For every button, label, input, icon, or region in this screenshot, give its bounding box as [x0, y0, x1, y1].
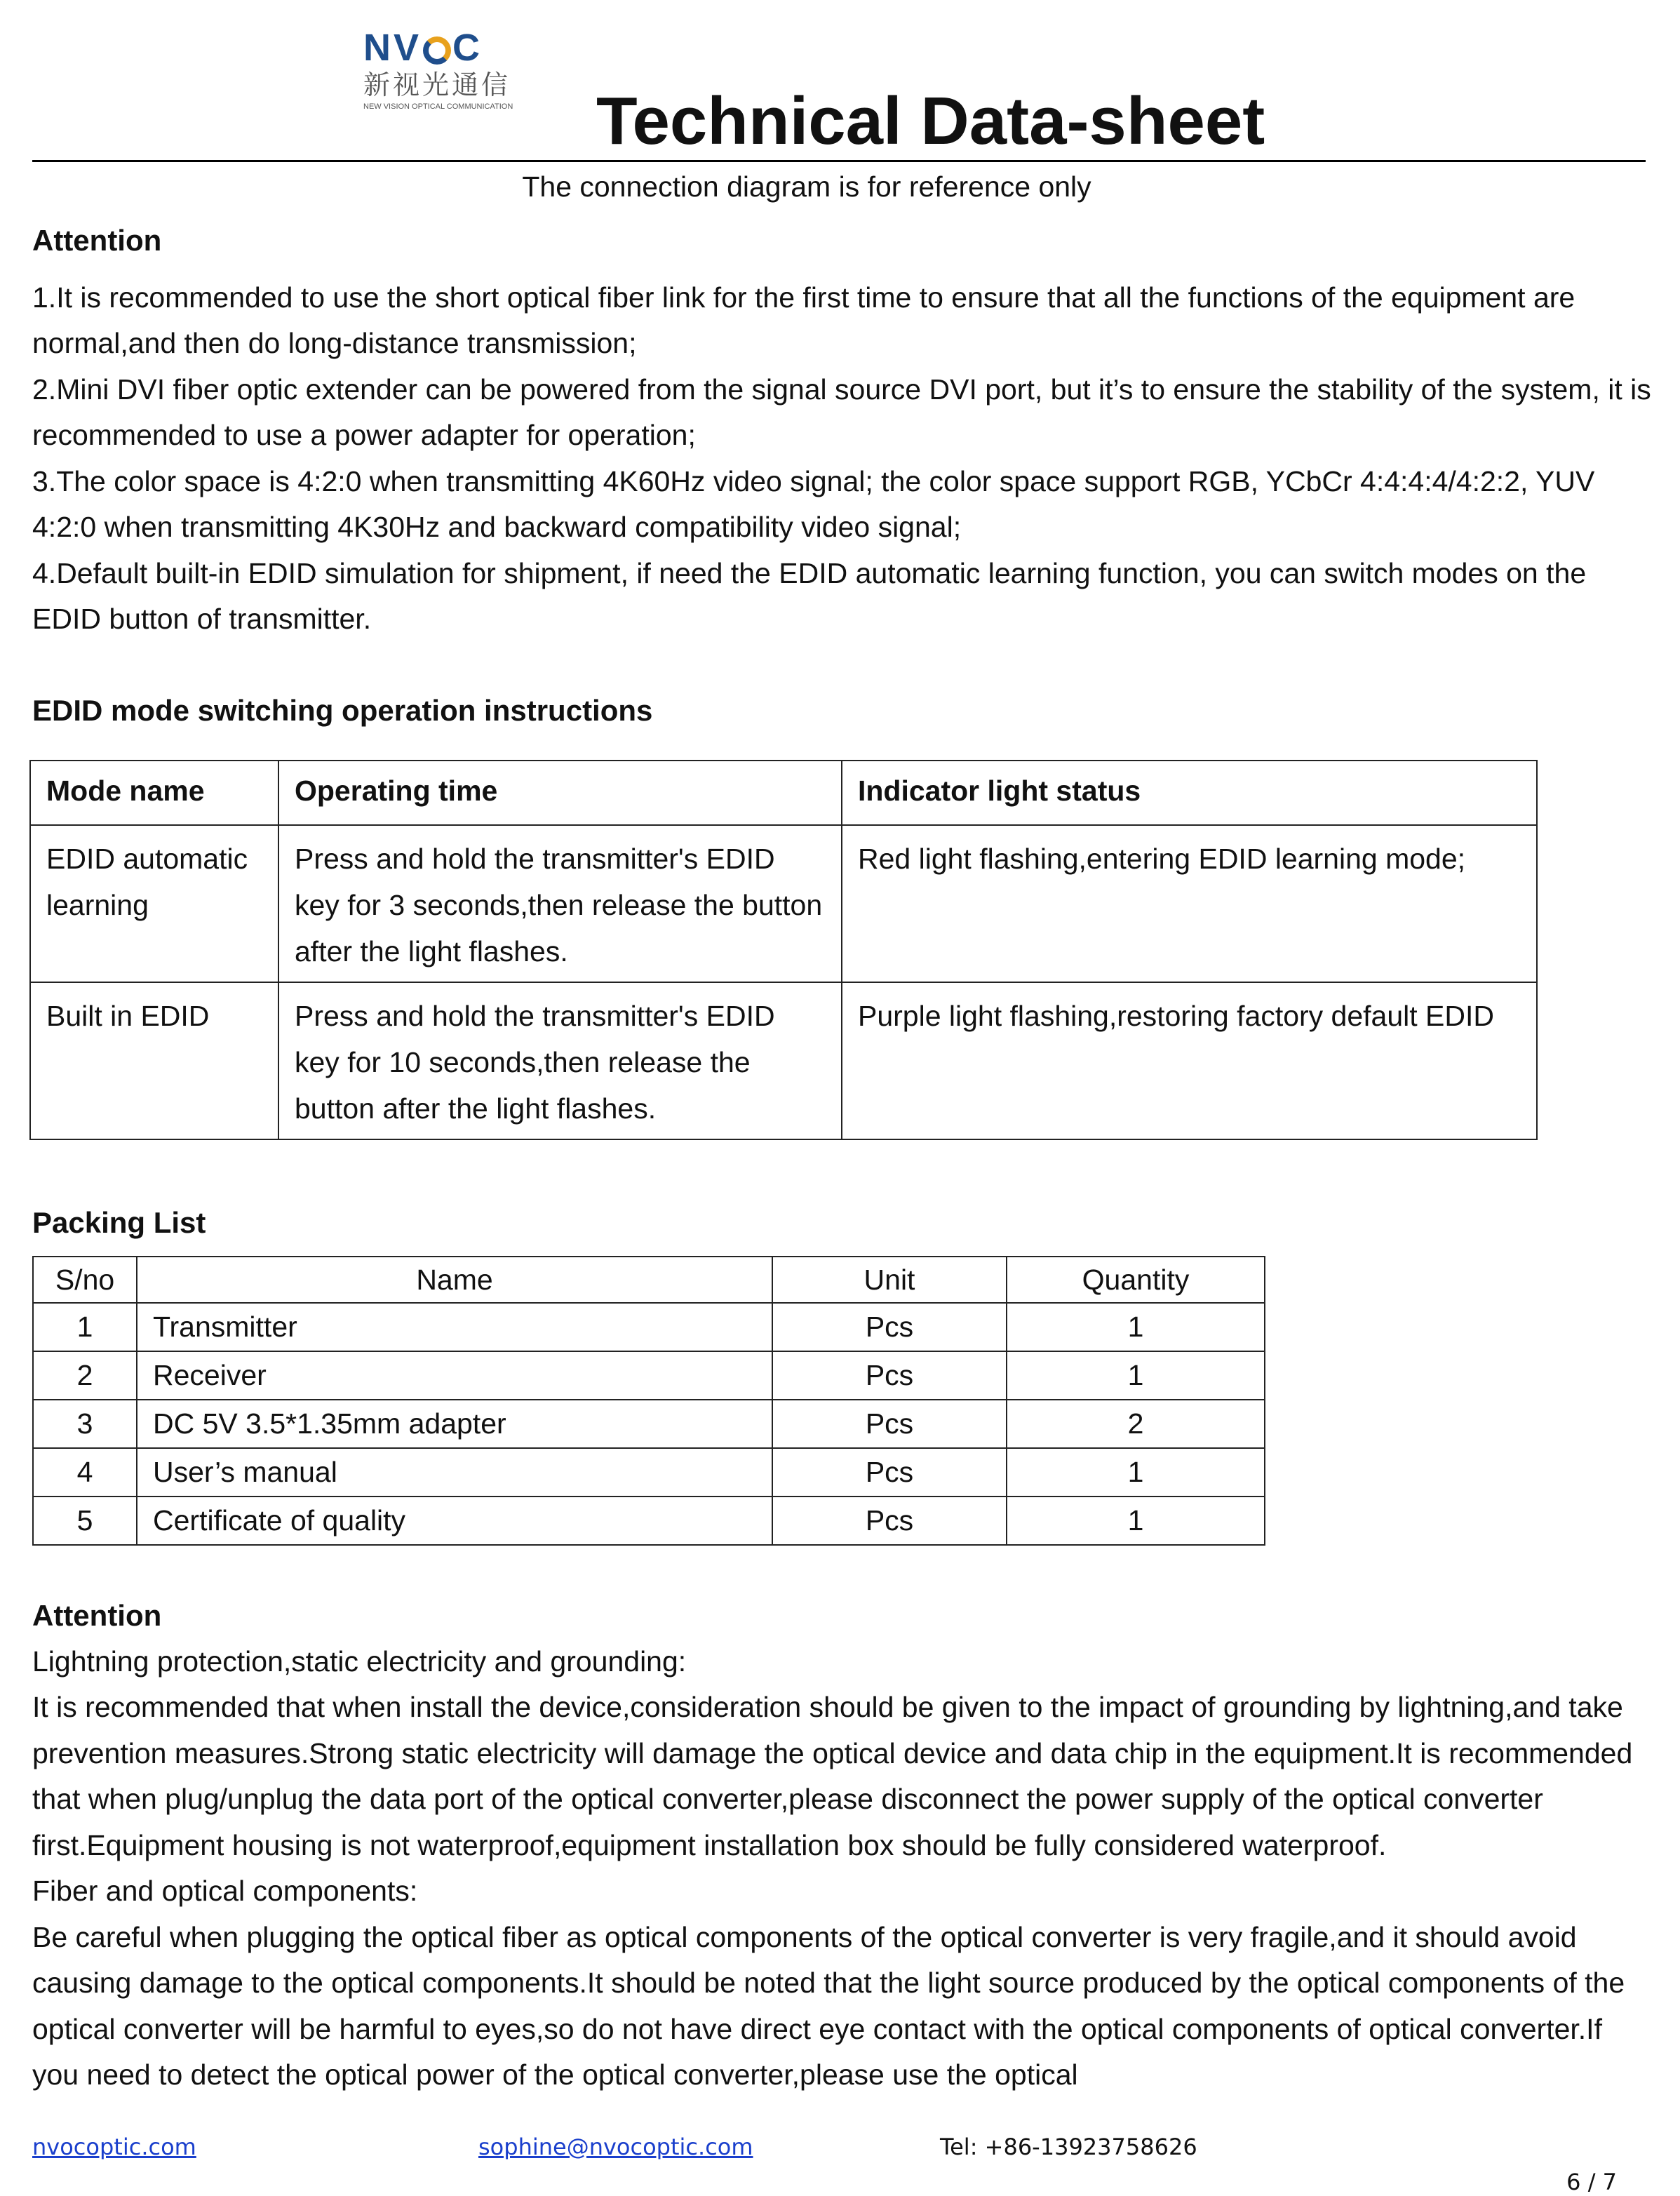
table-cell: Pcs: [772, 1400, 1007, 1448]
column-header: Name: [137, 1257, 772, 1303]
table-header-row: [30, 761, 1537, 825]
column-header: Operating time: [278, 761, 842, 825]
page-number: 6 / 7: [1566, 2169, 1617, 2195]
phone-number: Tel: +86-13923758626: [940, 2134, 1197, 2160]
attention-line: Fiber and optical components:: [32, 1875, 418, 1907]
table-cell: 5: [33, 1497, 137, 1545]
attention-section-2: [32, 1593, 1653, 2098]
table-cell: EDID automatic learning: [30, 825, 278, 982]
logo-wordmark: NV C: [363, 27, 483, 69]
table-cell: 2: [1007, 1400, 1265, 1448]
page-title: Technical Data-sheet: [596, 83, 1265, 159]
column-header: Mode name: [30, 761, 278, 825]
table-cell: Receiver: [137, 1351, 772, 1400]
company-logo: [363, 27, 518, 111]
table-row: [33, 1497, 1265, 1545]
table-cell: Press and hold the transmitter's EDID key for 10 seconds,then release the button after the light flashes.: [278, 982, 842, 1139]
column-header: Indicator light status: [842, 761, 1537, 825]
table-cell: User’s manual: [137, 1448, 772, 1497]
table-row: [33, 1448, 1265, 1497]
attention-heading-2: Attention: [32, 1599, 162, 1632]
table-cell: Transmitter: [137, 1303, 772, 1351]
table-row: [30, 825, 1537, 982]
table-cell: Pcs: [772, 1351, 1007, 1400]
table-cell: 1: [1007, 1303, 1265, 1351]
edid-mode-table: [29, 760, 1538, 1140]
attention-line: It is recommended that when install the device,consideration should be given to the impact of grounding by lightning,and take prevention measures.Strong static electricity will damage the optical device and data chip in the equipment.It is recommended that when plug/unplug the data port of the optical converter,please disconnect the power supply of the optical converter first.Equipment housing is not waterproof,equipment installation box should be fully considered waterproof.: [32, 1691, 1633, 1861]
attention-heading-1: Attention: [32, 224, 162, 257]
column-header: S/no: [33, 1257, 137, 1303]
table-row: [30, 982, 1537, 1139]
table-cell: 1: [1007, 1497, 1265, 1545]
attention-item: 2.Mini DVI fiber optic extender can be powered from the signal source DVI port, but it’s to ensure the stability of the system, it is recommended to use a power adapter for operation;: [32, 373, 1651, 451]
attention-item: 1.It is recommended to use the short optical fiber link for the first time to ensure that all the functions of the equipment are normal,and then do long-distance transmission;: [32, 281, 1575, 359]
table-cell: Press and hold the transmitter's EDID key for 3 seconds,then release the button after the light flashes.: [278, 825, 842, 982]
attention-line: Lightning protection,static electricity and grounding:: [32, 1645, 687, 1678]
table-cell: 4: [33, 1448, 137, 1497]
column-header: Quantity: [1007, 1257, 1265, 1303]
header-divider: [32, 160, 1646, 162]
table-cell: Pcs: [772, 1303, 1007, 1351]
table-cell: Red light flashing,entering EDID learning mode;: [842, 825, 1537, 982]
table-cell: Pcs: [772, 1497, 1007, 1545]
table-header-row: [33, 1257, 1265, 1303]
attention-item: 4.Default built-in EDID simulation for shipment, if need the EDID automatic learning function, you can switch modes on the EDID button of transmitter.: [32, 556, 1587, 635]
table-row: [33, 1303, 1265, 1351]
table-cell: Purple light flashing,restoring factory default EDID: [842, 982, 1537, 1139]
table-cell: 3: [33, 1400, 137, 1448]
packing-list-table: [32, 1256, 1265, 1546]
table-cell: 1: [1007, 1448, 1265, 1497]
column-header: Unit: [772, 1257, 1007, 1303]
diagram-note: The connection diagram is for reference only: [522, 170, 1091, 203]
website-link[interactable]: nvocoptic.com: [32, 2134, 196, 2160]
attention-section-1: [32, 217, 1653, 643]
table-cell: 1: [33, 1303, 137, 1351]
packing-list-heading: Packing List: [32, 1206, 206, 1239]
logo-o-icon: [423, 36, 451, 65]
email-link[interactable]: sophine@nvocoptic.com: [478, 2134, 753, 2160]
table-cell: Pcs: [772, 1448, 1007, 1497]
table-row: [33, 1400, 1265, 1448]
attention-line: Be careful when plugging the optical fiber as optical components of the optical converter is very fragile,and it should avoid causing damage to the optical components.It should be noted that the light source produced by the optical components of the optical converter will be harmful to eyes,so do not have direct eye contact with the optical components of optical converter.If you need to detect the optical power of the optical converter,please use the optical: [32, 1920, 1625, 2091]
table-row: [33, 1351, 1265, 1400]
table-cell: Certificate of quality: [137, 1497, 772, 1545]
table-cell: DC 5V 3.5*1.35mm adapter: [137, 1400, 772, 1448]
logo-english-name: NEW VISION OPTICAL COMMUNICATION: [363, 102, 513, 111]
edid-section-heading: EDID mode switching operation instructions: [32, 694, 653, 727]
attention-item: 3.The color space is 4:2:0 when transmitting 4K60Hz video signal; the color space support RGB, YCbCr 4:4:4:4/4:2:2, YUV 4:2:0 when transmitting 4K30Hz and backward compatibility video signal;: [32, 464, 1595, 543]
logo-chinese-name: 新视光通信: [363, 69, 511, 100]
table-cell: 1: [1007, 1351, 1265, 1400]
table-cell: 2: [33, 1351, 137, 1400]
table-cell: Built in EDID: [30, 982, 278, 1139]
